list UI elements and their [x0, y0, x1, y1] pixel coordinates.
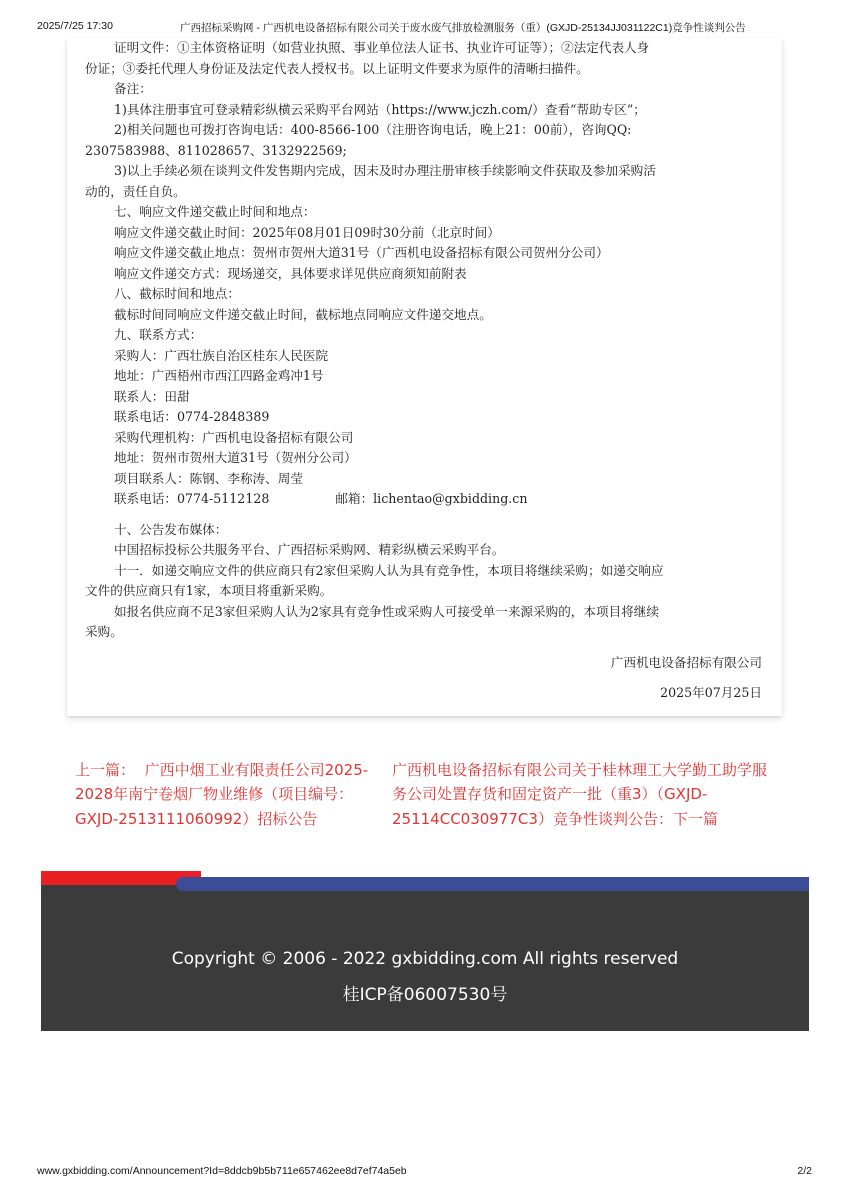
print-url: www.gxbidding.com/Announcement?Id=8ddcb9b5b711e657462ee8d7ef74a5eb [37, 1165, 407, 1177]
text-line: 采购人：广西壮族自治区桂东人民医院 [114, 347, 329, 363]
section-heading: 十、公告发布媒体： [114, 521, 228, 537]
text-line: 3)以上手续必须在谈判文件发售期内完成，因未及时办理注册审核手续影响文件获取及参加采购活 [114, 163, 656, 178]
article-card [67, 38, 782, 716]
text-line: 动的，责任自负。 [85, 183, 186, 199]
icp-number[interactable]: 桂ICP备06007530号 [342, 985, 508, 1005]
text-line: 证明文件：①主体资格证明（如营业执照、事业单位法人证书、执业许可证等）；②法定代表人身 [114, 40, 650, 55]
text-line: 采购。 [85, 624, 123, 639]
spacer [85, 510, 775, 520]
text-line: 采购代理机构：广西机电设备招标有限公司 [114, 429, 354, 445]
text-line: 文件的供应商只有1家，本项目将重新采购。 [85, 583, 333, 598]
prev-label[interactable]: 上一篇： [75, 761, 136, 779]
text-line: 截标时间同响应文件递交截止时间，截标地点同响应文件递交地点。 [114, 306, 492, 322]
section-heading: 八、截标时间和地点： [114, 286, 240, 301]
text-line: 响应文件递交截止地点：贺州市贺州大道31号（广西机电设备招标有限公司贺州分公司） [114, 245, 609, 260]
text-line: 地址：广西梧州市西江四路金鸡冲1号 [114, 368, 324, 383]
prev-title[interactable]: 广西中烟工业有限责任公司2025-2028年南宁卷烟厂物业维修（项目编号：GXJD-2513111060992）招标公告 [75, 761, 369, 828]
next-article-link[interactable] [392, 758, 777, 831]
text-line: 项目联系人：陈钢、李称涛、周莹 [114, 470, 303, 486]
next-title[interactable]: 广西机电设备招标有限公司关于桂林理工大学勤工助学服务公司处置存货和固定资产一批（重3）（GXJD-25114CC030977C3）竞争性谈判公告： [392, 761, 768, 828]
text-line: 地址：贺州市贺州大道31号（贺州分公司） [114, 450, 357, 465]
text-line: 联系电话：0774-2848389 [114, 409, 270, 424]
text-line: 2307583988、811028657、3132922569; [85, 142, 347, 158]
next-label[interactable]: 下一篇 [672, 809, 718, 828]
section-heading: 十一．如递交响应文件的供应商只有2家但采购人认为具有竞争性，本项目将继续采购；如递交响应 [114, 562, 664, 578]
print-footer [0, 1165, 848, 1181]
prev-article-link[interactable] [75, 758, 375, 831]
section-heading: 七、响应文件递交截止时间和地点： [114, 204, 316, 219]
text-line: 1)具体注册事宜可登录精彩纵横云采购平台网站（https://www.jczh.com/）查看“帮助专区”； [114, 101, 646, 117]
signature-date: 2025年07月25日 [660, 685, 762, 700]
text-line: 响应文件递交截止时间：2025年08月01日09时30分前（北京时间） [114, 224, 500, 240]
site-footer [41, 885, 809, 1031]
page-number: 2/2 [797, 1165, 812, 1177]
print-datetime: 2025/7/25 17:30 [37, 20, 113, 32]
print-page-title: 广西招标采购网 - 广西机电设备招标有限公司关于废水废气排放检测服务（重）(GXJD-25134JJ031122C1)竞争性谈判公告 [180, 22, 746, 34]
contact-phone: 联系电话：0774-5112128 [114, 491, 270, 506]
signature-company: 广西机电设备招标有限公司 [610, 654, 762, 670]
text-line: 如报名供应商不足3家但采购人认为2家具有竞争性或采购人可接受单一来源采购的，本项目将继续 [114, 603, 659, 619]
copyright-text: Copyright © 2006 - 2022 gxbidding.com All rights reserved [171, 949, 679, 969]
print-header [0, 20, 848, 36]
text-line: 中国招标投标公共服务平台、广西招标采购网、精彩纵横云采购平台。 [114, 542, 505, 557]
contact-line [85, 489, 775, 510]
text-line: 份证；③委托代理人身份证及法定代表人授权书。以上证明文件要求为原件的清晰扫描件。 [85, 60, 589, 76]
text-line: 联系人：田甜 [114, 388, 190, 404]
contact-email: 邮箱：lichentao@gxbidding.cn [335, 491, 528, 506]
text-line: 2)相关问题也可拨打咨询电话：400-8566-100（注册咨询电话，晚上21：00前），咨询QQ: [114, 122, 632, 137]
section-heading: 九、联系方式： [114, 327, 203, 342]
text-line: 备注： [114, 81, 152, 96]
footer-blue-bar [176, 877, 809, 891]
text-line: 响应文件递交方式：现场递交，具体要求详见供应商须知前附表 [114, 265, 467, 281]
article-body [85, 38, 775, 704]
